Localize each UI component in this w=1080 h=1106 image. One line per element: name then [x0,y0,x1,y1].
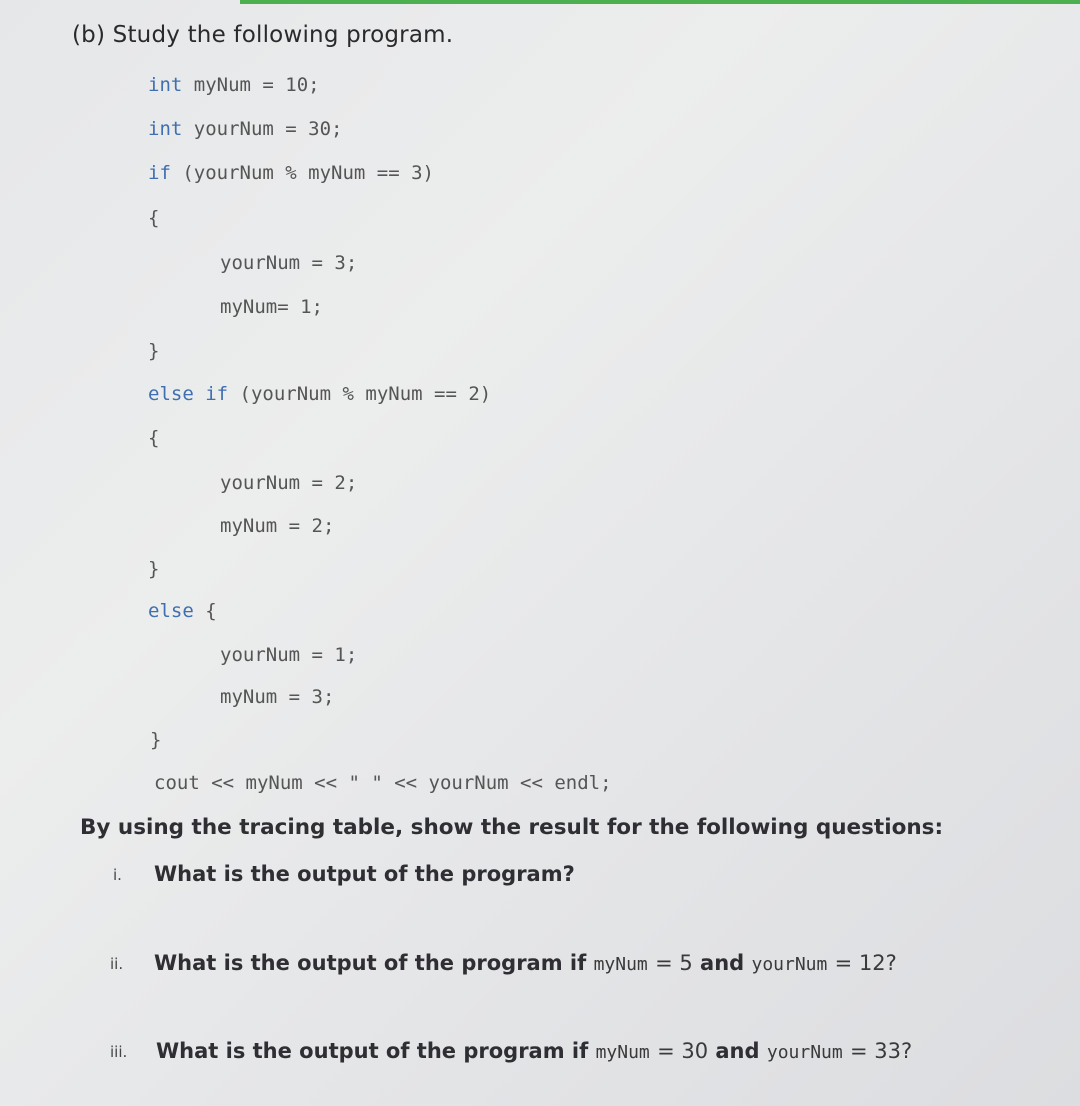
code-line-8 [148,383,491,405]
code-text: (yourNum % myNum == 2) [228,383,492,405]
code-line-7: } [148,340,160,362]
question-ii [154,951,897,975]
code-line-9: { [148,427,160,449]
code-text: { [193,600,217,622]
code-line-13 [148,600,217,622]
question-number: i. [113,866,122,884]
value-text: = 30 [657,1039,709,1063]
variable-name: myNum [595,1042,650,1063]
section-heading: (b) Study the following program. [72,22,454,48]
questions-intro: By using the tracing table, show the result for the following questions: [80,815,944,840]
conjunction-text: and [715,1039,760,1063]
question-i: What is the output of the program? [154,862,575,886]
question-iii [156,1039,912,1063]
code-text: myNum = 10; [182,74,320,96]
variable-name: yourNum [751,954,828,975]
top-border [240,0,1080,4]
keyword: if [148,162,171,184]
code-line-6: myNum= 1; [220,296,323,318]
question-text: What is the output of the program if [154,951,587,975]
variable-name: yourNum [766,1042,843,1063]
code-line-4: { [148,207,160,229]
keyword: int [148,118,183,140]
code-line-14: yourNum = 1; [220,644,358,666]
question-number: ii. [110,955,124,973]
question-number: iii. [110,1043,128,1061]
value-text: = 5 [655,951,693,975]
value-text: = 33? [850,1039,913,1063]
keyword: int [148,74,183,96]
conjunction-text: and [700,951,745,975]
code-line-17: cout << myNum << " " << yourNum << endl; [154,772,612,794]
code-text: yourNum = 30; [182,118,343,140]
code-line-2 [148,118,342,140]
variable-name: myNum [593,954,648,975]
code-line-11: myNum = 2; [220,515,335,537]
keyword: else [148,383,194,405]
code-line-5: yourNum = 3; [220,252,358,274]
code-line-3 [148,162,434,184]
code-line-10: yourNum = 2; [220,472,358,494]
keyword: if [205,383,229,405]
code-line-16: } [150,729,162,751]
code-line-12: } [148,558,160,580]
code-text: (yourNum % myNum == 3) [170,162,434,184]
value-text: = 12? [834,951,897,975]
keyword: else [148,600,194,622]
code-line-1 [148,74,320,96]
code-line-15: myNum = 3; [220,686,335,708]
question-text: What is the output of the program if [156,1039,589,1063]
